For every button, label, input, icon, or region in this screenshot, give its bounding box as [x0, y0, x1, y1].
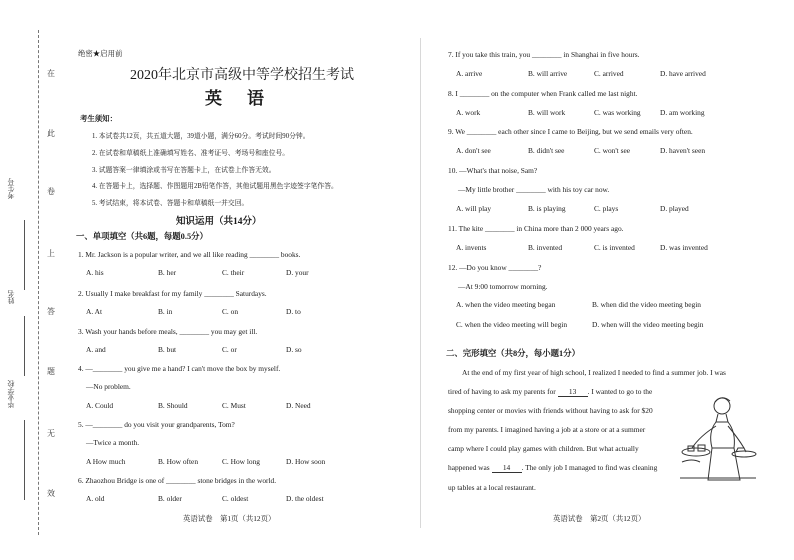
option: C. on — [222, 307, 239, 316]
option: D. was invented — [660, 243, 708, 252]
page-divider — [420, 38, 421, 528]
binding-line — [38, 30, 39, 535]
option: C. when the video meeting will begin — [456, 320, 568, 329]
option: B. didn't see — [528, 146, 565, 155]
option: A. work — [456, 108, 481, 117]
question-stem: 12. —Do you know ________? — [448, 263, 542, 272]
option: B. older — [158, 494, 182, 503]
option: B. in — [158, 307, 173, 316]
binding-char: 无 — [47, 429, 55, 438]
passage-line — [448, 387, 652, 397]
option: D. haven't seen — [660, 146, 706, 155]
option: D. How soon — [286, 457, 326, 466]
binding-char: 此 — [47, 129, 55, 138]
binding-char: 在 — [47, 69, 55, 78]
option: B. when did the video meeting begin — [592, 300, 701, 309]
question-stem: 11. The kite ________ in China more than 2 000 years ago. — [448, 224, 624, 233]
question-reply: —My little brother ________ with his toy car now. — [458, 185, 610, 194]
binding-char: 效 — [47, 489, 55, 498]
passage-line: shopping center or movies with friends without having to ask for $20 — [448, 406, 653, 415]
passage-line: camp where I could play games with children. But what actually — [448, 444, 639, 453]
notice-item: 1. 本试卷共12页，共五道大题，39道小题，满分60分。考试时间90分钟。 — [92, 133, 310, 140]
option: C. was working — [594, 108, 641, 117]
option: B. invented — [528, 243, 563, 252]
option: A. invents — [456, 243, 487, 252]
option: A. At — [86, 307, 103, 316]
option: B. Should — [158, 401, 188, 410]
option: B. will arrive — [528, 69, 568, 78]
option: A. arrive — [456, 69, 483, 78]
question-stem: 5. —________ do you visit your grandparents, Tom? — [78, 420, 235, 429]
option: B. is playing — [528, 204, 566, 213]
option: C. their — [222, 268, 245, 277]
name-label: 姓名 — [7, 290, 15, 304]
option: C. Must — [222, 401, 246, 410]
page-footer: 英语试卷 第2页（共12页） — [553, 514, 646, 523]
question-stem: 10. —What's that noise, Sam? — [448, 166, 538, 175]
secret-label: 绝密★启用前 — [78, 49, 123, 58]
page-footer: 英语试卷 第1页（共12页） — [183, 514, 276, 523]
notice-item: 5. 考试结束，将本试卷、答题卡和草稿纸一并交回。 — [92, 200, 249, 207]
option: C. won't see — [594, 146, 631, 155]
option: A How much — [86, 457, 126, 466]
option: C. is invented — [594, 243, 635, 252]
question-stem: 6. Zhaozhou Bridge is one of ________ stone bridges in the world. — [78, 476, 277, 485]
option: A. and — [86, 345, 106, 354]
passage-line: up tables at a local restaurant. — [448, 483, 536, 492]
candidate-number-label: 考生号 — [7, 178, 15, 199]
passage-text: . I wanted to go to the — [587, 387, 653, 396]
option: C. How long — [222, 457, 260, 466]
blank-14: 14 — [492, 463, 522, 473]
passage-text: tired of having to ask my parents for — [448, 387, 556, 396]
option: D. Need — [286, 401, 311, 410]
binding-char: 答 — [47, 307, 55, 316]
question-stem: 8. I ________ on the computer when Frank called me last night. — [448, 89, 638, 98]
question-reply: —No problem. — [86, 382, 131, 391]
passage-line: At the end of my first year of high school, I realized I needed to find a summer job. I was — [462, 368, 726, 377]
section-heading: 一、单项填空（共6题，每题0.5分） — [76, 232, 208, 241]
candidate-number-line — [24, 220, 25, 290]
option: A. when the video meeting began — [456, 300, 556, 309]
option: D. to — [286, 307, 301, 316]
question-stem: 7. If you take this train, you ________ in Shanghai in five hours. — [448, 50, 640, 59]
option: D. the oldest — [286, 494, 324, 503]
option: A. will play — [456, 204, 492, 213]
option: B. will work — [528, 108, 566, 117]
waitress-illustration — [678, 392, 758, 484]
question-stem: 9. We ________ each other since I came to Beijing, but we send emails very often. — [448, 127, 693, 136]
option: B. How often — [158, 457, 199, 466]
option: D. your — [286, 268, 309, 277]
school-line — [24, 420, 25, 500]
binding-char: 卷 — [47, 187, 55, 196]
option: A. don't see — [456, 146, 491, 155]
section-heading: 二、完形填空（共8分，每小题1分） — [446, 349, 580, 358]
option: A. his — [86, 268, 104, 277]
option: A. old — [86, 494, 105, 503]
question-reply: —At 9:00 tomorrow morning. — [458, 282, 548, 291]
option: D. have arrived — [660, 69, 706, 78]
school-label: 毕业学校 — [7, 380, 15, 408]
question-stem: 3. Wash your hands before meals, ________ you may get ill. — [78, 327, 258, 336]
passage-text: happened was — [448, 463, 490, 472]
option: D. am working — [660, 108, 705, 117]
subject-title: 英 语 — [205, 89, 268, 108]
blank-13: 13 — [558, 387, 588, 397]
option: A. Could — [86, 401, 114, 410]
notice-title: 考生须知： — [80, 114, 117, 123]
question-stem: 2. Usually I make breakfast for my family ________ Saturdays. — [78, 289, 267, 298]
passage-line — [448, 463, 657, 473]
question-reply: —Twice a month. — [86, 438, 140, 447]
option: D. so — [286, 345, 302, 354]
option: B. her — [158, 268, 177, 277]
exam-title: 2020年北京市高级中等学校招生考试 — [130, 68, 354, 83]
binding-char: 题 — [47, 367, 55, 376]
notice-item: 3. 试题答案一律填涂或书写在答题卡上，在试卷上作答无效。 — [92, 167, 276, 174]
notice-item: 4. 在答题卡上，选择题、作图题用2B铅笔作答，其他试题用黑色字迹签字笔作答。 — [92, 183, 338, 190]
question-stem: 1. Mr. Jackson is a popular writer, and we all like reading ________ books. — [78, 250, 301, 259]
option: D. when will the video meeting begin — [592, 320, 704, 329]
part-title: 知识运用（共14分） — [176, 217, 262, 227]
option: B. but — [158, 345, 177, 354]
option: C. plays — [594, 204, 619, 213]
name-line — [24, 316, 25, 376]
passage-text: . The only job I managed to find was cleaning — [521, 463, 658, 472]
binding-char: 上 — [47, 249, 55, 258]
option: C. arrived — [594, 69, 624, 78]
notice-item: 2. 在试卷和草稿纸上准确填写姓名、准考证号、考场号和座位号。 — [92, 150, 290, 157]
passage-line: from my parents. I imagined having a job at a store or at a summer — [448, 425, 646, 434]
option: C. oldest — [222, 494, 249, 503]
question-stem: 4. —________ you give me a hand? I can't move the box by myself. — [78, 364, 281, 373]
option: C. or — [222, 345, 237, 354]
option: D. played — [660, 204, 689, 213]
